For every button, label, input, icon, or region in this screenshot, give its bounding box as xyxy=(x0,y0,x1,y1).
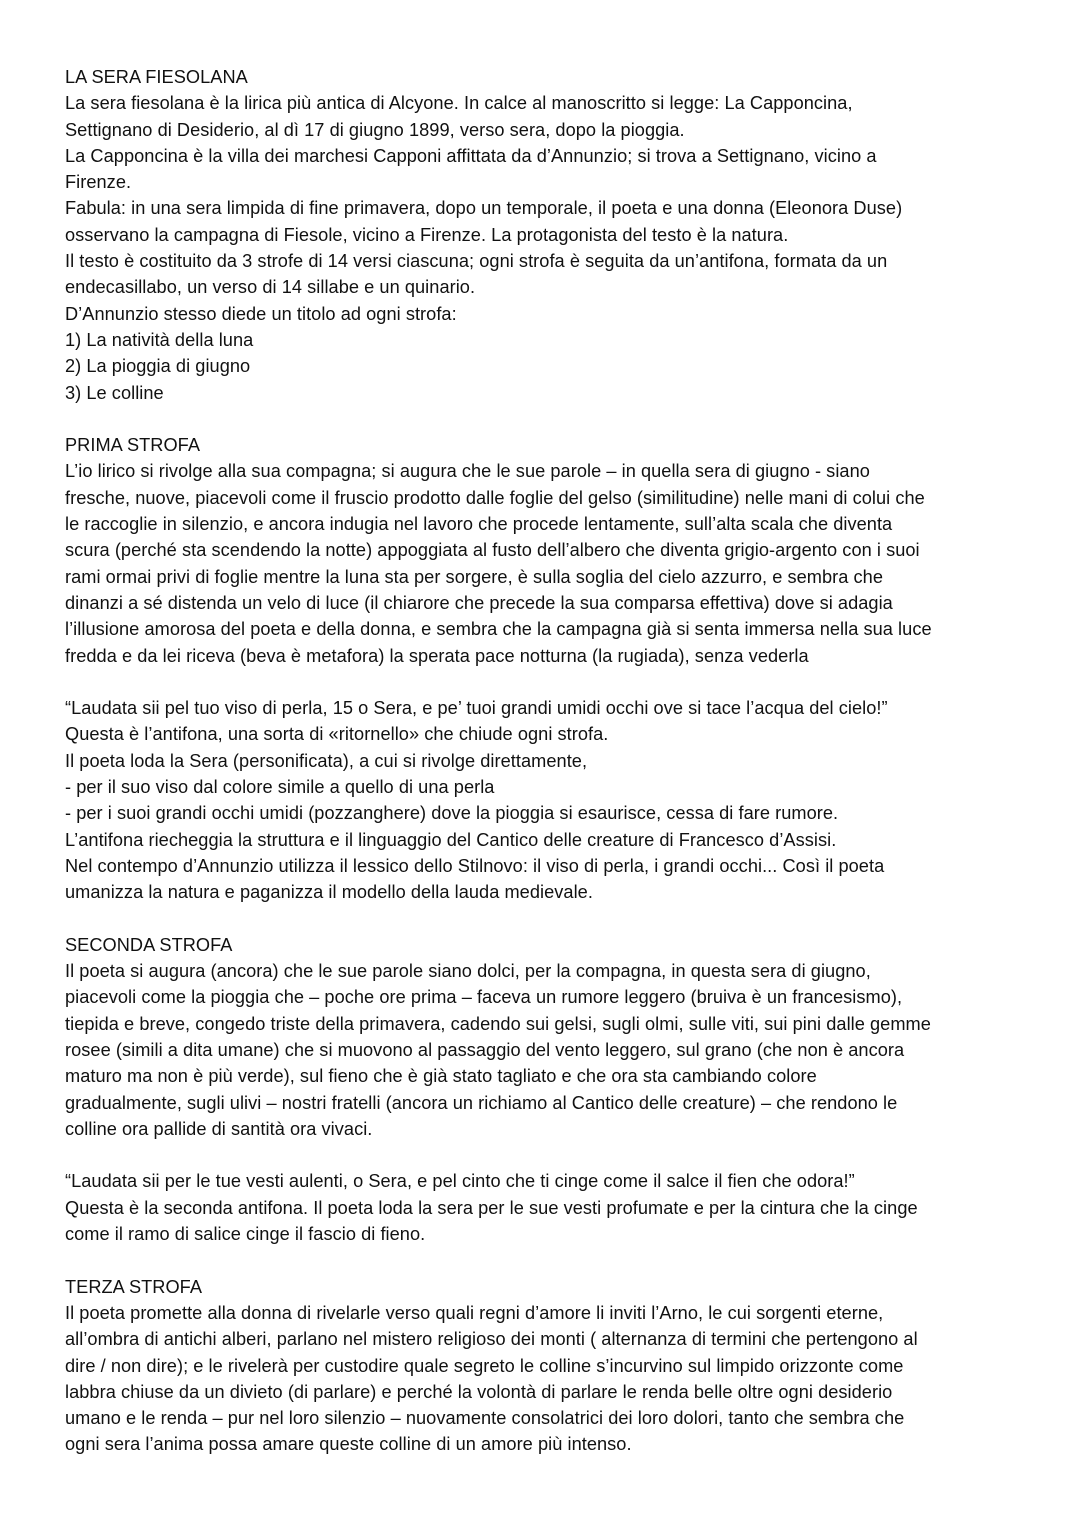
section-prima-antifona xyxy=(65,695,1055,905)
section-heading: TERZA STROFA xyxy=(65,1276,203,1297)
paragraph-line: ogni sera l’anima possa amare queste colline di un amore più intenso. xyxy=(65,1434,632,1455)
paragraph-line: all’ombra di antichi alberi, parlano nel mistero religioso dei monti ( alternanza di termini che pertengono al xyxy=(65,1329,918,1350)
paragraph-line: tiepida e breve, congedo triste della primavera, cadendo sui gelsi, sugli olmi, sulle viti, sui pini dalle gemme xyxy=(65,1013,931,1034)
section-terza-strofa xyxy=(65,1274,1055,1458)
section-la-sera-fiesolana xyxy=(65,64,1055,406)
quote-line: “Laudata sii pel tuo viso di perla, 15 o Sera, e pe’ tuoi grandi umidi occhi ove si tace l’acqua del cielo!” xyxy=(65,698,888,719)
paragraph-line: Fabula: in una sera limpida di fine primavera, dopo un temporale, il poeta e una donna (Eleonora Duse) xyxy=(65,198,903,219)
paragraph-gap xyxy=(65,1247,1055,1273)
paragraph-line: Il poeta promette alla donna di rivelarle verso quali regni d’amore li inviti l’Arno, le cui sorgenti eterne, xyxy=(65,1302,884,1323)
paragraph-line: La Capponcina è la villa dei marchesi Capponi affittata da d’Annunzio; si trova a Settignano, vicino a xyxy=(65,145,877,166)
paragraph-line: D’Annunzio stesso diede un titolo ad ogni strofa: xyxy=(65,303,457,324)
list-item: 3) Le colline xyxy=(65,382,164,403)
paragraph-line: colline ora pallide di santità ora vivaci. xyxy=(65,1118,373,1139)
paragraph-line: l’illusione amorosa del poeta e della donna, e sembra che la campagna già si senta immersa nella sua luce xyxy=(65,619,932,640)
paragraph-line: Questa è l’antifona, una sorta di «ritornello» che chiude ogni strofa. xyxy=(65,724,609,745)
list-item: 2) La pioggia di giugno xyxy=(65,356,251,377)
list-item: - per i suoi grandi occhi umidi (pozzanghere) dove la pioggia si esaurisce, cessa di fare rumore. xyxy=(65,803,839,824)
paragraph-line: piacevoli come la pioggia che – poche ore prima – faceva un rumore leggero (bruiva è un francesismo), xyxy=(65,987,903,1008)
section-heading: LA SERA FIESOLANA xyxy=(65,67,248,87)
paragraph-line: Questa è la seconda antifona. Il poeta loda la sera per le sue vesti profumate e per la cintura che la cinge xyxy=(65,1197,918,1218)
paragraph-line: dinanzi a sé distenda un velo di luce (il chiarore che precede la sua comparsa effettiva) dove si adagia xyxy=(65,592,893,613)
section-prima-strofa xyxy=(65,432,1055,669)
paragraph-line: dire / non dire); e le rivelerà per custodire quale segreto le colline s’incurvino sul limpido orizzonte come xyxy=(65,1355,904,1376)
paragraph-line: umanizza la natura e paganizza il modello della lauda medievale. xyxy=(65,882,593,903)
paragraph-line: fresche, nuove, piacevoli come il fruscio prodotto dalle foglie del gelso (similitudine) nelle mani di colui che xyxy=(65,487,925,508)
section-seconda-strofa xyxy=(65,932,1055,1142)
paragraph-line: L’io lirico si rivolge alla sua compagna; si augura che le sue parole – in quella sera di giugno - siano xyxy=(65,461,870,482)
section-seconda-antifona xyxy=(65,1168,1055,1247)
paragraph-line: maturo ma non è più verde), sul fieno che è già stato tagliato e che ora sta cambiando colore xyxy=(65,1066,817,1087)
list-item: 1) La natività della luna xyxy=(65,329,254,350)
paragraph-line: rami ormai privi di foglie mentre la luna sta per sorgere, è sulla soglia del cielo azzurro, e sembra che xyxy=(65,566,883,587)
paragraph-line: Settignano di Desiderio, al dì 17 di giugno 1899, verso sera, dopo la pioggia. xyxy=(65,119,685,140)
paragraph-line: Il poeta loda la Sera (personificata), a cui si rivolge direttamente, xyxy=(65,750,588,771)
paragraph-line: endecasillabo, un verso di 14 sillabe e un quinario. xyxy=(65,277,476,298)
paragraph-line: come il ramo di salice cinge il fascio di fieno. xyxy=(65,1224,426,1245)
paragraph-line: umano e le renda – pur nel loro silenzio – nuovamente consolatrici dei loro dolori, tanto che sembra che xyxy=(65,1408,905,1429)
paragraph-line: L’antifona riecheggia la struttura e il linguaggio del Cantico delle creature di Francesco d’Assisi. xyxy=(65,829,837,850)
paragraph-line: gradualmente, sugli ulivi – nostri fratelli (ancora un richiamo al Cantico delle creature) – che rendono le xyxy=(65,1092,898,1113)
paragraph-gap xyxy=(65,669,1055,695)
paragraph-line: Il testo è costituito da 3 strofe di 14 versi ciascuna; ogni strofa è seguita da un’antifona, formata da un xyxy=(65,251,888,272)
paragraph-line: osservano la campagna di Fiesole, vicino a Firenze. La protagonista del testo è la natura. xyxy=(65,224,789,245)
paragraph-gap xyxy=(65,406,1055,432)
quote-line: “Laudata sii per le tue vesti aulenti, o Sera, e pel cinto che ti cinge come il salce il fien che odora!” xyxy=(65,1171,855,1192)
section-heading: PRIMA STROFA xyxy=(65,435,201,456)
paragraph-line: Nel contempo d’Annunzio utilizza il lessico dello Stilnovo: il viso di perla, i grandi occhi... Così il poeta xyxy=(65,855,885,876)
paragraph-line: labbra chiuse da un divieto (di parlare) e perché la volontà di parlare le renda belle oltre ogni desiderio xyxy=(65,1381,893,1402)
paragraph-line: fredda e da lei riceva (beva è metafora) la sperata pace notturna (la rugiada), senza vederla xyxy=(65,645,809,666)
list-item: - per il suo viso dal colore simile a quello di una perla xyxy=(65,777,495,798)
paragraph-line: La sera fiesolana è la lirica più antica di Alcyone. In calce al manoscritto si legge: La Capponcina, xyxy=(65,93,853,114)
paragraph-line: Firenze. xyxy=(65,172,132,193)
paragraph-gap xyxy=(65,1142,1055,1168)
paragraph-line: scura (perché sta scendendo la notte) appoggiata al fusto dell’albero che diventa grigio-argento con i suoi xyxy=(65,540,920,561)
section-heading: SECONDA STROFA xyxy=(65,934,233,955)
paragraph-gap xyxy=(65,906,1055,932)
paragraph-line: rosee (simili a dita umane) che si muovono al passaggio del vento leggero, sul grano (che non è ancora xyxy=(65,1039,905,1060)
paragraph-line: Il poeta si augura (ancora) che le sue parole siano dolci, per la compagna, in questa sera di giugno, xyxy=(65,961,871,982)
paragraph-line: le raccoglie in silenzio, e ancora indugia nel lavoro che procede lentamente, sull’alta scala che diventa xyxy=(65,514,893,535)
document-page xyxy=(65,64,1055,1458)
